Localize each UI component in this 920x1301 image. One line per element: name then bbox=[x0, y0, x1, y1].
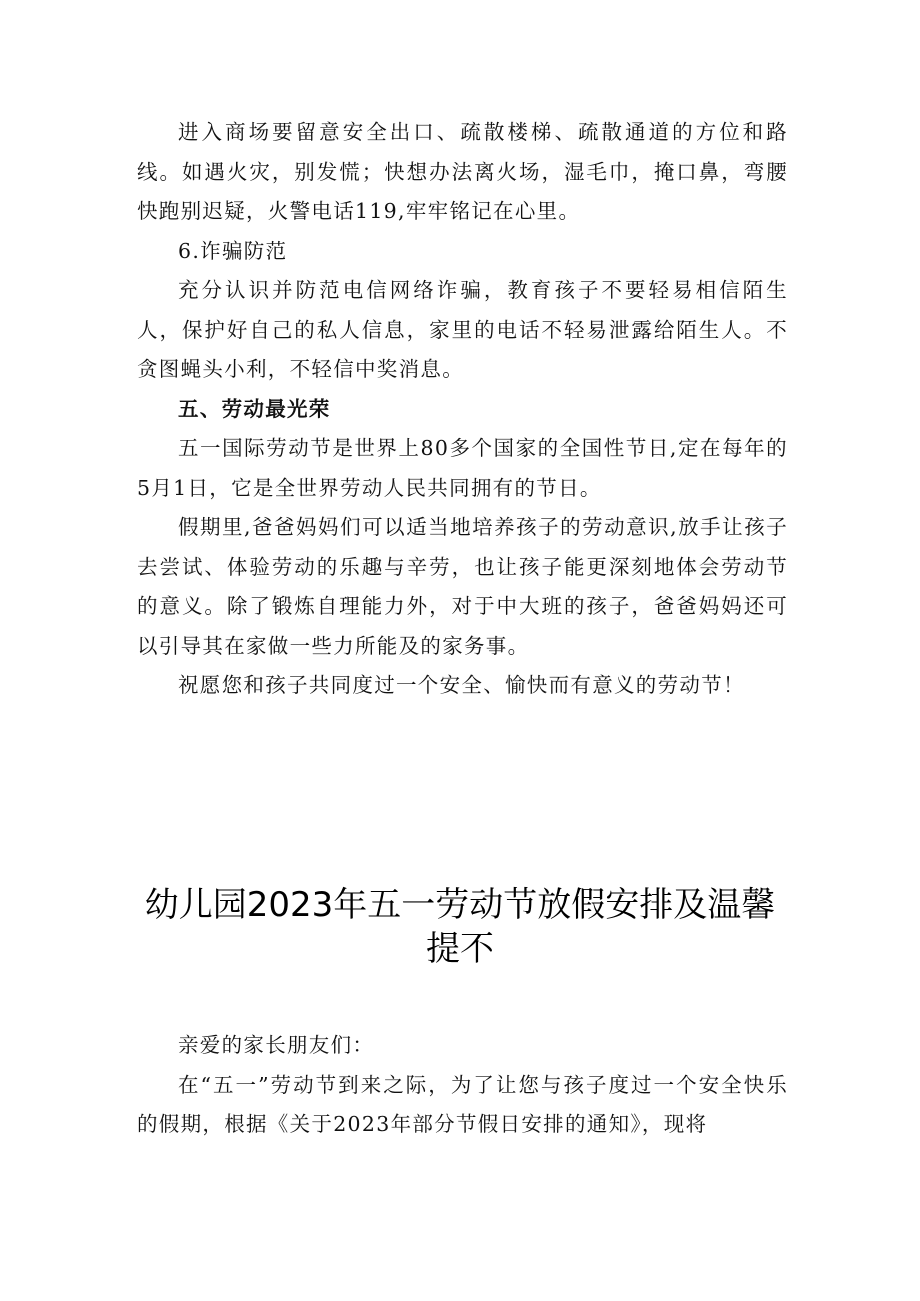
greeting-paragraph: 亲爱的家长朋友们： bbox=[178, 1033, 375, 1057]
title-line-2: 提不 bbox=[426, 929, 494, 969]
fire-safety-paragraph: 进入商场要留意安全出口、疏散楼梯、疏散通道的方位和路线。如遇火灾，别发慌；快想办法离火场，湿毛巾，掩口鼻，弯腰快跑别迟疑，火警电话119,牢牢铭记在心里。 bbox=[137, 120, 788, 223]
document-title bbox=[110, 883, 810, 971]
fraud-prevention-paragraph: 充分认识并防范电信网络诈骗，教育孩子不要轻易相信陌生人，保护好自己的私人信息，家里的电话不轻易泄露给陌生人。不贪图蝇头小利，不轻信中奖消息。 bbox=[137, 278, 788, 381]
holiday-paragraph: 假期里,爸爸妈妈们可以适当地培养孩子的劳动意识,放手让孩子去尝试、体验劳动的乐趣与辛劳，也让孩子能更深刻地体会劳动节的意义。除了锻炼自理能力外，对于中大班的孩子，爸爸妈妈还可以引导其在家做一些力所能及的家务事。 bbox=[137, 515, 788, 658]
section-heading-labor: 五、劳动最光荣 bbox=[178, 396, 331, 421]
document-body-top bbox=[137, 113, 788, 706]
title-line-1: 幼儿园2023年五一劳动节放假安排及温馨 bbox=[144, 885, 776, 925]
section-heading-fraud: 6.诈骗防范 bbox=[178, 238, 288, 263]
wish-paragraph: 祝愿您和孩子共同度过一个安全、愉快而有意义的劳动节！ bbox=[178, 673, 745, 697]
document-body-bottom bbox=[137, 1026, 788, 1145]
labor-day-paragraph: 五一国际劳动节是世界上80多个国家的全国性节日,定在每年的5月1日，它是全世界劳动人民共同拥有的节日。 bbox=[137, 436, 788, 500]
intro-paragraph: 在“五一”劳动节到来之际，为了让您与孩子度过一个安全快乐的假期，根据《关于2023年部分节假日安排的通知》，现将 bbox=[137, 1072, 788, 1136]
